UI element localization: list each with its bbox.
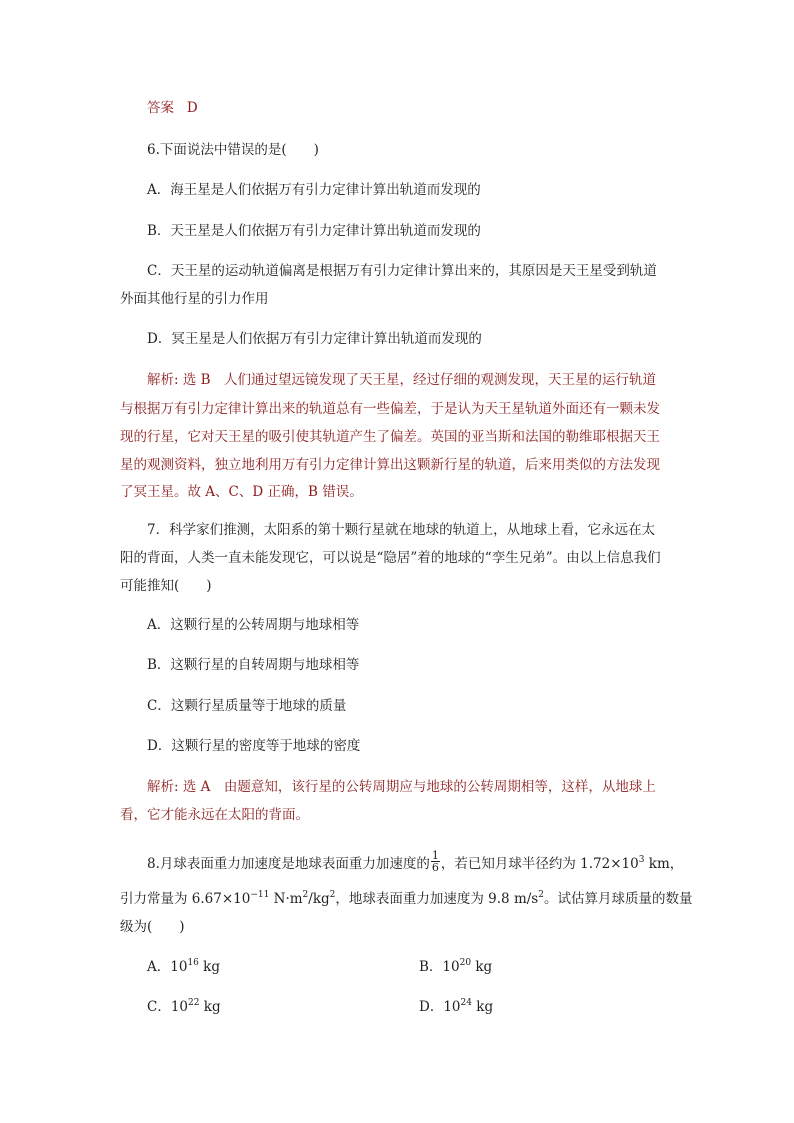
option-exp: 22 <box>188 997 200 1008</box>
q6-option-b: B．天王星是人们依据万有引力定律计算出轨道而发现的 <box>147 223 481 239</box>
q8-exp-g: −11 <box>250 889 270 900</box>
q6-stem: 6.下面说法中错误的是( ) <box>147 142 319 158</box>
fraction-one-sixth <box>431 850 440 873</box>
q8-option-a <box>147 955 220 975</box>
option-exp: 16 <box>187 957 199 968</box>
option-unit: kg <box>198 959 221 975</box>
q7-option-b: B．这颗行星的自转周期与地球相等 <box>147 657 360 673</box>
option-prefix: B．10 <box>419 959 460 975</box>
option-exp: 24 <box>460 997 472 1008</box>
q8-stem-line1 <box>147 849 684 876</box>
q6-analysis-line4: 星的观测资料，独立地利用万有引力定律计算出这颗新行星的轨道，后来用类似的方法发现 <box>120 457 660 473</box>
q8-text-c: km， <box>644 856 684 872</box>
q8-text-e: N·m <box>269 891 303 907</box>
q7-analysis-line2: 看，它才能永远在太阳的背面。 <box>120 807 309 823</box>
q8-text-g: ，地球表面重力加速度为 9.8 m/s <box>335 891 539 907</box>
q7-stem-line3: 可能推知( ) <box>120 578 212 594</box>
answer-label: 答案 <box>147 100 174 116</box>
q8-text-f: /kg <box>308 891 330 907</box>
q8-text-b: ，若已知月球半径约为 1.72×10 <box>440 856 639 872</box>
option-unit: kg <box>471 959 493 975</box>
q6-option-c-line2: 外面其他行星的引力作用 <box>120 291 269 307</box>
option-prefix: C．10 <box>147 999 189 1015</box>
q8-text-d: 引力常量为 6.67×10 <box>120 891 251 907</box>
q8-option-b <box>419 955 492 975</box>
q8-text-a: 8.月球表面重力加速度是地球表面重力加速度的 <box>147 856 430 872</box>
q8-exp-radius: 3 <box>638 854 645 865</box>
q7-option-c: C．这颗行星质量等于地球的质量 <box>147 698 347 714</box>
q8-text-h: 。试估算月球质量的数量 <box>543 891 693 907</box>
q7-stem-line1: 7．科学家们推测，太阳系的第十颗行星就在地球的轨道上，从地球上看，它永远在太 <box>147 522 656 538</box>
option-exp: 20 <box>459 957 472 968</box>
q6-analysis-line3: 现的行星，它对天王星的吸引使其轨道产生了偏差。英国的亚当斯和法国的勒维耶根据天王 <box>120 429 660 445</box>
q8-exp-kg2: 2 <box>329 889 336 900</box>
q8-option-c <box>147 995 221 1015</box>
q6-option-a: A．海王星是人们依据万有引力定律计算出轨道而发现的 <box>147 182 481 198</box>
q8-exp-m2: 2 <box>302 889 309 900</box>
fraction-denominator: 6 <box>431 861 439 874</box>
q7-stem-line2: 阳的背面，人类一直未能发现它，可以说是“隐居”着的地球的“孪生兄弟”。由以上信息我们 <box>120 550 661 566</box>
q6-analysis-line2: 与根据万有引力定律计算出来的轨道总有一些偏差，于是认为天王星轨道外面还有一颗未发 <box>120 401 660 417</box>
q6-option-c-line1: C．天王星的运动轨道偏离是根据万有引力定律计算出来的，其原因是天王星受到轨道 <box>147 263 657 279</box>
q8-stem-line3: 级为( ) <box>120 919 185 935</box>
q6-analysis-line5: 了冥王星。故 A、C、D 正确，B 错误。 <box>120 484 363 500</box>
answer-line <box>147 96 198 116</box>
option-unit: kg <box>199 999 221 1015</box>
q8-stem-line2 <box>120 887 692 907</box>
option-prefix: D．10 <box>419 999 461 1015</box>
answer-value: D <box>186 100 198 116</box>
q7-analysis-line1: 解析: 选 A 由题意知，该行星的公转周期应与地球的公转周期相等，这样，从地球上 <box>147 779 656 795</box>
q7-option-a: A．这颗行星的公转周期与地球相等 <box>147 617 360 633</box>
q6-option-d: D．冥王星是人们依据万有引力定律计算出轨道而发现的 <box>147 331 482 347</box>
option-prefix: A．10 <box>147 959 188 975</box>
fraction-numerator: 1 <box>431 849 439 862</box>
q7-option-d: D．这颗行星的密度等于地球的密度 <box>147 738 361 754</box>
q6-analysis-line1: 解析: 选 B 人们通过望远镜发现了天王星，经过仔细的观测发现，天王星的运行轨道 <box>147 372 657 388</box>
option-unit: kg <box>471 999 494 1015</box>
q8-option-d <box>419 995 493 1015</box>
q8-exp-s2: 2 <box>538 889 544 900</box>
